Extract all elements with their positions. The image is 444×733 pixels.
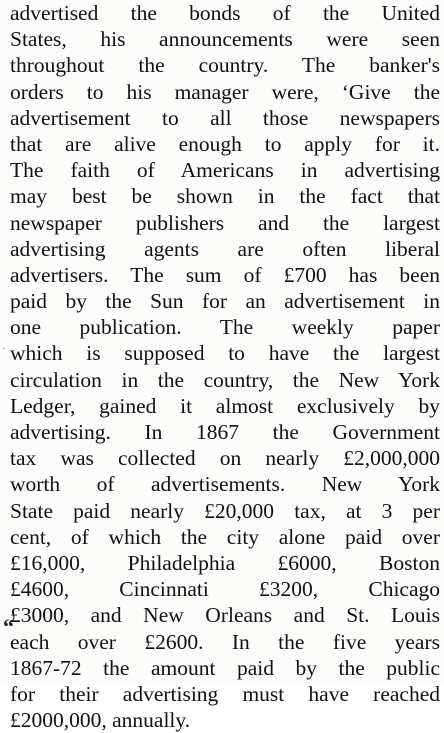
text-line: cent, of which the city alone paid over xyxy=(10,524,440,549)
text-line: newspaper publishers and the largest xyxy=(10,210,440,235)
text-line: advertised the bonds of the United xyxy=(10,1,440,25)
text-line: £16,000, Philadelphia £6000, Boston xyxy=(10,550,440,575)
text-line: advertising. In 1867 the Government xyxy=(10,420,440,444)
text-line: that are alive enough to apply for it. xyxy=(10,131,440,156)
margin-ink-mark: “ xyxy=(3,614,14,639)
text-line: tax was collected on nearly £2,000,000 xyxy=(10,446,440,471)
text-line: 1867-72 the amount paid by the public xyxy=(10,655,440,680)
text-line: advertising agents are often liberal xyxy=(10,236,440,261)
text-line: State paid nearly £20,000 tax, at 3 per xyxy=(10,498,440,523)
margin-ink-mark: · xyxy=(2,344,6,355)
text-line: which is supposed to have the largest xyxy=(10,341,440,366)
text-line: The faith of Americans in advertising xyxy=(10,158,440,183)
text-line: throughout the country. The banker's xyxy=(10,53,440,78)
text-line: worth of advertisements. New York xyxy=(10,472,440,497)
text-line: for their advertising must have reached xyxy=(10,681,440,706)
text-line: £3000, and New Orleans and St. Louis xyxy=(10,603,440,628)
text-line: may best be shown in the fact that xyxy=(10,184,440,209)
text-line: one publication. The weekly paper xyxy=(10,315,440,340)
text-line: advertisers. The sum of £700 has been xyxy=(10,262,440,287)
text-line: Ledger, gained it almost exclusively by xyxy=(10,393,440,418)
text-line: advertisement to all those newspapers xyxy=(10,105,440,130)
text-line: £2000,000, annually. xyxy=(10,708,191,733)
text-line: £4600, Cincinnati £3200, Chicago xyxy=(10,577,440,602)
text-line: orders to his manager were, ‘Give the xyxy=(10,79,440,104)
article-body xyxy=(10,0,440,733)
text-line: each over £2600. In the five years xyxy=(10,629,440,654)
text-line: States, his announcements were seen xyxy=(10,27,440,52)
text-line: circulation in the country, the New York xyxy=(10,367,440,392)
text-line: paid by the Sun for an advertisement in xyxy=(10,289,440,314)
